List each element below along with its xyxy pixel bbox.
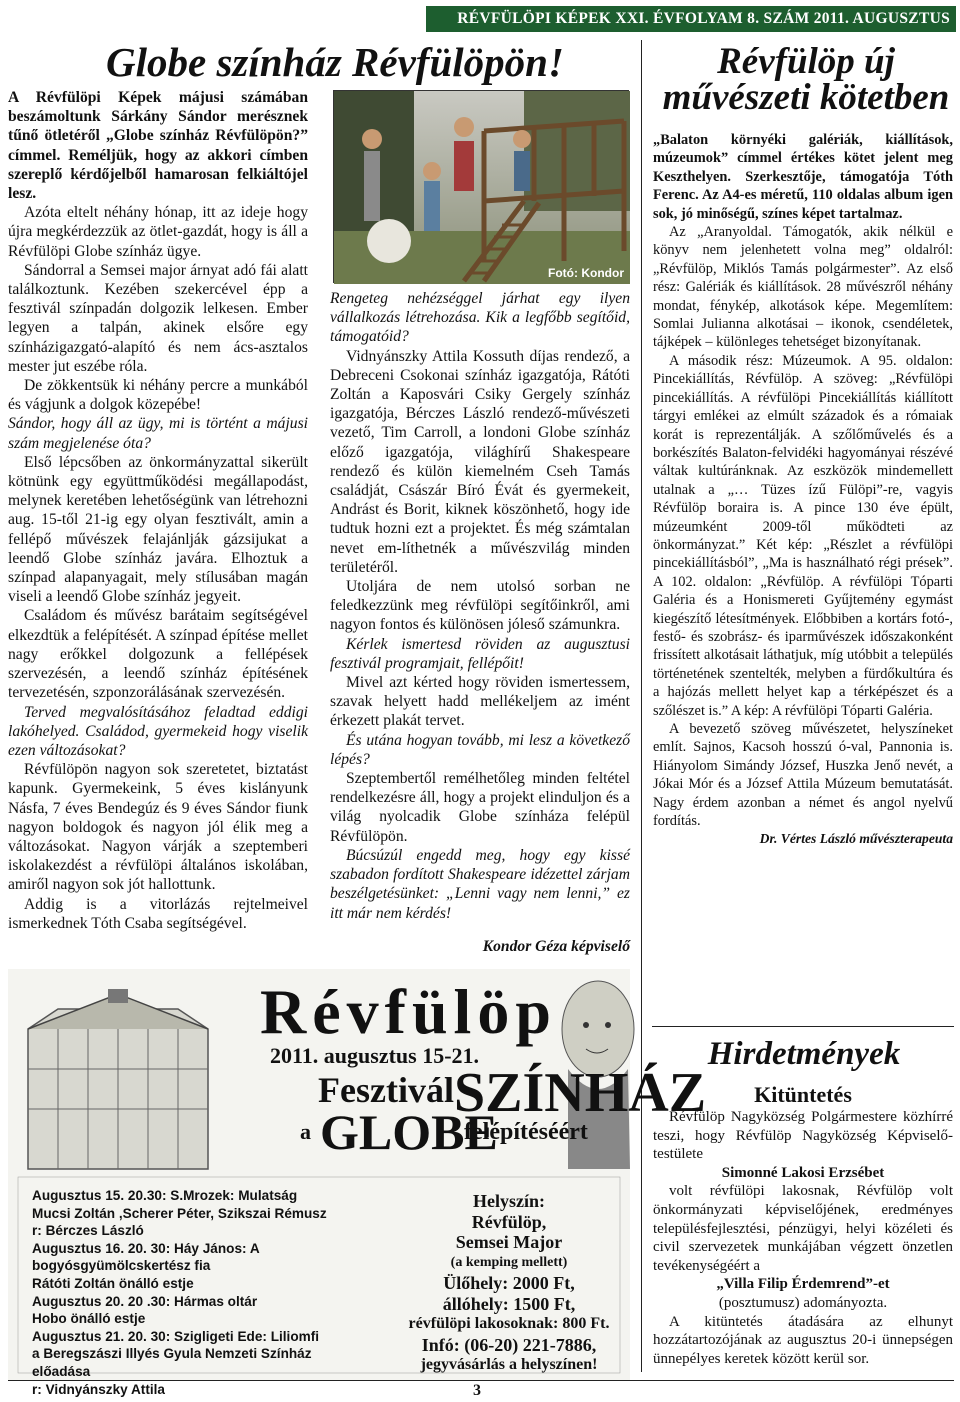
ads-subtitle: Kitüntetés <box>754 1082 852 1107</box>
poster-article: a <box>300 1119 311 1144</box>
page-number: 3 <box>473 1382 481 1399</box>
schedule-line: r: Vidnyánszky Attila <box>32 1381 165 1397</box>
paragraph: Sándorral a Semsei major árnyat adó fái alatt találkoztunk. Kezében szekercével épp a fesztivál színpadán dolgozik lelkesen. Ember legyen a talpán, akinek elsőre egy színházigazgató-alapító és nem ács-asztalos mester jut eszébe róla. <box>8 261 308 375</box>
poster-festival-label: Fesztivál <box>318 1070 454 1110</box>
schedule-line: Augusztus 21. 20. 30: Szigligeti Ede: Liliomfi <box>32 1328 320 1344</box>
schedule-line: Augusztus 16. 20. 30: Háy János: A bogyósgyümölcskertész fia <box>32 1240 260 1274</box>
section-divider <box>652 1026 954 1027</box>
paragraph: A második rész: Múzeumok. A 95. oldalon: Pincekiállítás, Révfülöp. A szöveg: „Révfülöpi pincekiállítás. A révfülöpi Pincekiállítás kiállított tárgyi emlékei az elmúlt századok és a rómaiak korát is reprezentálják. A szőlőművelés és a borkészítés Balaton-felvidéki hagyományai részévé váltak kultúránknak. Az eszközök mindemellett utalnak a „… Tüzes ízű Fülöpi”-re, vagyis Révfülöp boraira is. A pince 130 éve épült, múzeumként 2009-től működteti az önkormányzat.” Két kép: „Részlet a révfülöpi pincekiállításból”, „Ma is használható régi prések”. A 102. oldalon: „Révfülöp. A révfülöpi Tóparti Galéria és a Honismereti Gyűjtemény egymást kiegészítő létesítmények. Előbbiben a kortárs fotó-, festő- és szobrász- és iparművészek időszakonként frissített alkotásait láthatjuk, míg utóbbit a település történetének szentelték, melyben a fürdőkultúra és a hajózás mellett helyet kap a térképészet és a szőlészet is.” A kép: A révfülöpi Tóparti Galéria. <box>653 352 953 719</box>
paragraph: Családom és művész barátaim segítségével elkezdtük a felépítését. A színpad építése mellet nagy erőkkel dolgozunk a fellépések szervezésén, a leendő színház építésének tervezetésén, szponzorálásának szervezésén. <box>8 607 308 702</box>
poster-schedule <box>32 1187 372 1398</box>
poster-theatre-label: SZÍNHÁZ <box>454 1062 707 1124</box>
festival-poster <box>8 969 707 1397</box>
ads-column <box>653 1082 953 1368</box>
paragraph: De zökkentsük ki néhány percre a munkából és vágjunk a dolgok közepébe! <box>8 377 308 414</box>
schedule-line: Augusztus 20. 20 .30: Hármas oltár <box>32 1293 258 1309</box>
header-bar: RÉVFÜLÖPI KÉPEK XXI. ÉVFOLYAM 8. SZÁM 2011. AUGUSZTUS <box>426 6 956 32</box>
poster-purpose-label: felépítéséért <box>464 1119 588 1145</box>
info-line: Ülőhely: 2000 Ft, <box>443 1273 575 1293</box>
author-signature: Kondor Géza képviselő <box>482 937 630 955</box>
schedule-line: Rátóti Zoltán önálló estje <box>32 1275 194 1291</box>
schedule-line: Augusztus 15. 20.30: S.Mrozek: Mulatság <box>32 1188 298 1203</box>
stage-construction-illustration <box>334 91 630 284</box>
article2-title: Révfülöp új művészeti kötetben <box>662 41 950 118</box>
author-signature: Dr. Vértes László művészterapeuta <box>759 831 953 847</box>
interview-question: Sándor, hogy áll az ügy, mi is történt a májusi szám megjelenése óta? <box>8 415 308 452</box>
schedule-line: Mucsi Zoltán ,Scherer Péter, Szikszai Rémusz <box>32 1205 327 1221</box>
footer-rule <box>8 1380 954 1381</box>
info-line: (a kemping mellett) <box>450 1254 568 1270</box>
award-name: „Villa Filip Érdemrend”-et <box>716 1276 890 1293</box>
article-lead: A Révfülöpi Képek májusi számában beszámoltunk Sárkány Sándor merésznek tűnő ötletéről „Globe színház Révfülöpön?” címmel. Reméljük, hogy az akkori címben szereplő kérdőjelből hamarosan felkiáltójel lesz. <box>8 89 308 203</box>
schedule-line: r: Bérczes László <box>32 1223 144 1239</box>
article2-lead: „Balaton környéki galériák, kiállítások, múzeumok” címmel értékes kötet jelent meg Keszthelyen. Szerkesztője, támogatója Tóth Ferenc. Az A4-es méretű, 110 oldalas album igen sok, jó minőségű, színes képet tartalmaz. <box>653 132 953 222</box>
poster-title: Révfülöp <box>260 976 557 1047</box>
info-line: állóhely: 1500 Ft, <box>442 1293 576 1314</box>
paragraph: Addig is a vitorlázás rejtelmeivel ismerkednek Tóth Csaba segítségével. <box>8 895 308 932</box>
paragraph: volt révfülöpi lakosnak, Révfülöp volt önkormányzati képviselőjének, eredményes településfejlesztési, pénzügyi, helyi közéleti és civil szervezetek munkájában végzett önzetlen tevékenységéért a <box>653 1183 953 1274</box>
info-line: Helyszín: <box>473 1191 545 1211</box>
article-column-1 <box>8 88 308 933</box>
article-photo <box>333 90 629 283</box>
article-title: Globe színház Révfülöpön! <box>106 39 564 85</box>
article-column-3 <box>653 131 953 849</box>
globe-theatre-drawing <box>28 989 208 1169</box>
info-line: Révfülöp, <box>471 1211 547 1232</box>
info-line: Infó: (06-20) 221-7886, <box>421 1334 597 1355</box>
photo-credit: Fotó: Kondor <box>548 266 624 280</box>
schedule-line: a Beregszászi Illyés Gyula Nemzeti Színház előadása <box>32 1346 312 1379</box>
paragraph: Szeptembertől remélhetőleg minden feltétel rendelkezésre áll, hogy a projekt elinduljon és a világ nyolcadik Globe színháza felépül Révfülöpön. <box>330 770 630 845</box>
awardee-name: Simonné Lakosi Erzsébet <box>721 1164 885 1181</box>
paragraph: A bevezető szöveg művészetet, helyszíneket említ. Sajnos, Kacsoh hosszú ó-val, Pannonia is. Hiányolom Simándy József, Huszka Jenő nevét, a Jókai Mór és a József Attila Múzeum bemutatását. Nagy érdem azonban a német és angol nyelvű fordítás. <box>653 721 953 830</box>
paragraph: Révfülöpön nagyon sok szeretetet, biztatást kapunk. Gyermekeink, 5 éves kislányunk Násfa, 7 éves Bendegúz és 9 éves Sándor fiunk nagyon boldogok és nagyon jól élik meg a változásokat. Nagyon várják a szeptemberi iskolakezdést a révfülöpi általános iskolában, amiről nagyon sok jót hallottunk. <box>8 761 308 894</box>
paragraph: Mivel azt kérted hogy röviden ismertessem, szavak helyett hadd mellékeljem az imént érkezett plakát tervet. <box>330 674 630 730</box>
interview-question: Búcsúzúl engedd meg, hogy egy kissé szabadon fordított Shakespeare idézettel zárjam beszélgetésünket: „Lenni vagy nem lenni,” ez itt már nem kérdés! <box>330 846 630 922</box>
paragraph: Utoljára de nem utolsó sorban ne feledkezzünk meg révfülöpi segítőinkről, ami nagyon fontos és különösen jóleső számunkra. <box>330 578 630 634</box>
photo-caption: Rengeteg nehézséggel járhat egy ilyen vállalkozás létrehozása. Kik a legfőbb segítőid, támogatóid? <box>330 290 630 346</box>
ads-title: Hirdetmények <box>707 1036 901 1072</box>
paragraph: Vidnyánszky Attila Kossuth díjas rendező, a Debreceni Csokonai színház igazgatója, Rátóti Zoltán a Kaposvári Csiky Gergely színház igazgatója, Bérczes László rendező-művészeti vezető, Tim Carroll, a londoni Globe színház előző igazgatója, világhírű Shakespeare rendező és külön kiemelném Cseh Tamás családját, Császár Bíró Évát és gyermekeit, Andrást és Borit, kiknek köszönhető, hogy ide tudtuk hozni ezt a projektet. És még számtalan nevet em-líthetnék a művészvilág minden területéről. <box>330 347 630 576</box>
paragraph: Az „Aranyoldal. Támogatók, akik nélkül e könyv nem jelenhetett volna meg” oldalról: „Révfülöp, Miklós Tamás polgármester”. Az első rész: Galériák és kiállítások. 28 művészről néhány mondat, fénykép, alkotások képe. Megemlítem: Somlai Julianna alkotásai – ikonok, csendéletek, tájképek – különleges tehetséget bizonyítanak. <box>653 224 953 351</box>
paragraph: Első lépcsőben az önkormányzattal sikerült kötnünk egy együttműködési megállapodást, melynek keretében lehetőségünk van létrehozni aug. 15-től 21-ig egy olyan fesztivált, amin a fellépő művészek felajánlják gázsijukat a leendő Globe színház javára. Elhoztuk a színpad alapanyagait, mely stílusában magán viseli a leendő Globe színház jegyeit. <box>8 453 308 606</box>
poster-globe-label: GLOBE <box>320 1104 498 1160</box>
info-line: Semsei Major <box>455 1232 563 1252</box>
article-column-2 <box>330 289 630 956</box>
interview-question: Kérlek ismertesd röviden az augusztusi fesztivál programjait, fellépőit! <box>330 635 630 672</box>
paragraph: A kitüntetés átadására az elhunyt hozzátartozójának az augusztus 20-i ünnepségen ünnepélyes keretek között kerül sor. <box>653 1313 953 1367</box>
paragraph: Révfülöp Nagyközség Polgármestere közhírré teszi, hogy Révfülöp Nagyközség Képviselő-testülete <box>653 1109 953 1163</box>
column-divider <box>641 40 642 1372</box>
interview-question: És utána hogyan tovább, mi lesz a következő lépés? <box>330 731 630 768</box>
paragraph: Azóta eltelt néhány hónap, itt az ideje hogy újra megkérdezzük az ötlet-gazdát, hogy is áll a Révfülöpi Globe színház ügye. <box>8 204 308 260</box>
poster-info <box>404 1191 614 1376</box>
info-line: révfülöpi lakosoknak: 800 Ft. <box>408 1315 610 1332</box>
award-note: (posztumusz) adományozta. <box>718 1294 888 1311</box>
info-line: jegyvásárlás a helyszínen! <box>420 1356 598 1373</box>
interview-question: Terved megvalósításához feladtad eddigi lakóhelyed. Családod, gyermekeid hogy viselik ezen változásokat? <box>8 703 308 759</box>
schedule-line: Hobo önálló estje <box>32 1311 146 1327</box>
poster-date: 2011. augusztus 15-21. <box>270 1043 480 1068</box>
